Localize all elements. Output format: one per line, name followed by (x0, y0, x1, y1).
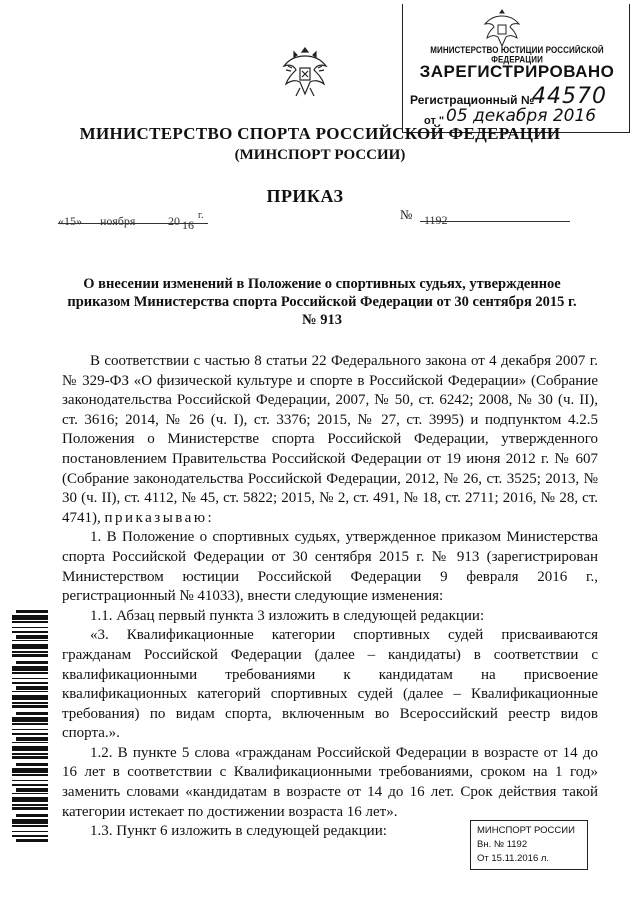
paragraph-1-3: 1.3. Пункт 6 изложить в следующей редакции: (90, 823, 387, 840)
order-date-day: «15» (58, 214, 82, 228)
document-type: ПРИКАЗ (266, 186, 344, 206)
order-number-value: 1192 (424, 213, 448, 227)
barcode-icon (12, 610, 48, 842)
paragraph-1-2: 1.2. В пункте 5 слова «гражданам Российской Федерации в возрасте от 14 до 16 лет в соответствии с Квалификационными требованиями, сроком на 1 год» заменить словами «кандидатам в возрасте от 14 до 16 лет. Срок действия такой категории истекает по достижении возраста 16 лет». (62, 744, 598, 820)
order-subject: О внесении изменений в Положение о спортивных судьях, утвержденное приказом Министерства спорта Российской Федерации от 30 сентября 2015 г. № 913 (67, 276, 577, 328)
order-date-unit: г. (198, 210, 204, 221)
registration-date-value: 05 декабря 2016 (446, 106, 597, 126)
ministry-name: МИНИСТЕРСТВО СПОРТА РОССИЙСКОЙ ФЕДЕРАЦИИ (79, 124, 561, 143)
paragraph-1-1: 1.1. Абзац первый пункта 3 изложить в следующей редакции: (90, 607, 485, 624)
order-number-sign: № (400, 207, 413, 222)
preamble-text: В соответствии с частью 8 статьи 22 Федерального закона от 4 декабря 2007 г. № 329-ФЗ «О физической культуре и спорте в Российской Федерации» (Собрание законодательства Российской Федерации, 2007, № 50, ст. 6242; 2008, № 30 (ч. II), ст. 3616; 2014, № 26 (ч. I), ст. 3376; 2015, № 27, ст. 3995) и подпунктом 4.2.5 Положения о Министерстве спорта Российской Федерации, утвержденного постановлением Правительства Российской Федерации от 19 июня 2012 г. № 607 (Собрание законодательства Российской Федерации, 2012, № 26, ст. 3525; 2013, № 30 (ч. II), ст. 4112, № 45, ст. 5822; 2015, № 2, ст. 491, № 18, ст. 2711; 2016, № 28, ст. 4741), (62, 353, 598, 526)
order-body (62, 352, 598, 842)
order-date-month: ноября (100, 214, 136, 228)
order-date-year-prefix: 20 (168, 214, 180, 228)
incoming-stamp-org: МИНСПОРТ РОССИИ (477, 825, 575, 836)
preamble-paragraph (62, 352, 598, 528)
registration-ministry: МИНИСТЕРСТВО ЮСТИЦИИ РОССИЙСКОЙ ФЕДЕРАЦИИ (430, 45, 604, 65)
incoming-stamp (470, 820, 588, 870)
stamp-emblem-icon (482, 8, 522, 48)
registration-number-value: 44570 (532, 84, 607, 109)
registration-date-label: от " (424, 115, 445, 127)
order-number (400, 207, 590, 229)
incoming-stamp-number: Вн. № 1192 (477, 839, 528, 850)
order-date (58, 210, 218, 232)
order-date-year-suffix: 16 (182, 218, 194, 232)
paragraph-1: 1. В Положение о спортивных судьях, утвержденное приказом Министерства спорта Российской Федерации от 30 сентября 2015 г. № 913 (зарегистрирован Министерством юстиции Российской Федерации 9 февраля 2016 г., регистрационный № 41033), внести следующие изменения: (62, 529, 598, 605)
coat-of-arms-icon (280, 44, 330, 100)
registration-title: ЗАРЕГИСТРИРОВАНО (419, 62, 615, 81)
paragraph-1-1-quote: «3. Квалификационные категории спортивных судей присваиваются гражданам Российской Федерации (далее – кандидаты) в соответствии с квалификационными требованиями к кандидатам на присвоение квалификационных категорий спортивных судей (далее – Квалификационные требования) по видам спорта, включенным во Всероссийский реестр видов спорта.». (62, 627, 598, 742)
order-word: приказываю: (104, 509, 215, 526)
registration-number-label: Регистрационный № (410, 93, 535, 107)
ministry-short-name: (МИНСПОРТ РОССИИ) (234, 147, 406, 163)
incoming-stamp-date: От 15.11.2016 л. (477, 853, 550, 864)
